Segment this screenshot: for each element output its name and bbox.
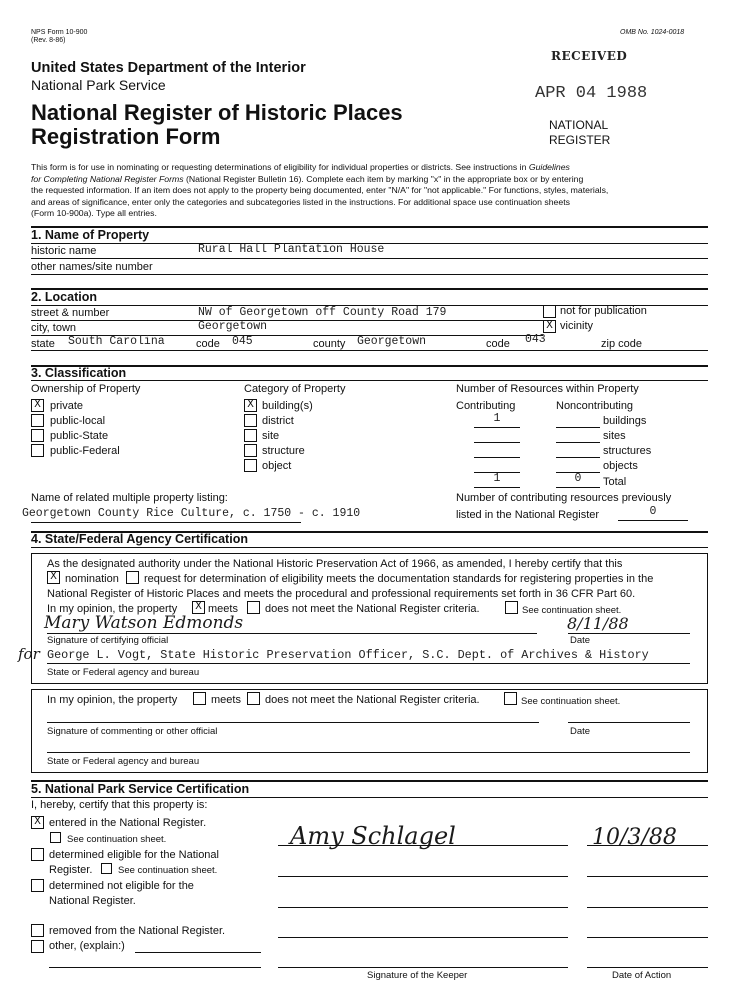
category-object-checkbox[interactable] <box>244 459 257 472</box>
rule <box>47 722 539 723</box>
form-revision: (Rev. 8-86) <box>31 37 66 44</box>
see-continuation3-checkbox[interactable] <box>50 832 61 843</box>
meets-label: meets <box>208 603 238 615</box>
see-continuation4-checkbox[interactable] <box>101 863 112 874</box>
state-code-value[interactable]: 045 <box>232 335 253 348</box>
rule <box>31 274 708 275</box>
rule <box>31 547 708 548</box>
national-stamp: NATIONAL <box>549 118 609 132</box>
rule <box>587 967 708 968</box>
not-eligible-label2: National Register. <box>49 895 136 907</box>
rule <box>31 797 708 798</box>
resources-heading: Number of Resources within Property <box>456 383 639 395</box>
category-heading: Category of Property <box>244 383 346 395</box>
rule <box>278 876 568 877</box>
does-not-meet-checkbox[interactable] <box>247 601 260 614</box>
category-object-label: object <box>262 460 292 472</box>
other-checkbox[interactable] <box>31 940 44 953</box>
section3-title: 3. Classification <box>31 366 127 380</box>
certifying-signature: Mary Watson Edmonds <box>44 613 244 633</box>
rule <box>47 663 690 664</box>
rule <box>278 967 568 968</box>
ownership-private-checkbox[interactable]: X <box>31 399 44 412</box>
form-title-line2: Registration Form <box>31 124 221 149</box>
rule <box>587 876 708 877</box>
category-structure-checkbox[interactable] <box>244 444 257 457</box>
section1-title: 1. Name of Property <box>31 228 150 242</box>
department-name: United States Department of the Interior <box>31 60 306 76</box>
rule <box>31 380 708 381</box>
certify-label: I, hereby, certify that this property is: <box>31 799 208 811</box>
eligible-checkbox[interactable] <box>31 848 44 861</box>
prev-listed-label2: listed in the National Register <box>456 509 600 521</box>
agency-value[interactable]: George L. Vogt, State Historic Preservation Officer, S.C. Dept. of Archives & History <box>47 648 649 662</box>
cert-box-bottom <box>31 683 708 684</box>
rule <box>47 752 690 753</box>
date2-label: Date <box>570 726 591 737</box>
vicinity-label: vicinity <box>560 320 594 332</box>
ownership-public-federal-label: public-Federal <box>50 445 120 457</box>
nomination-checkbox[interactable]: X <box>47 571 60 584</box>
date-of-action-label: Date of Action <box>612 970 672 981</box>
category-building-checkbox[interactable]: X <box>244 399 257 412</box>
eligible-label2: Register. <box>49 864 93 876</box>
resource-objects-label: objects <box>603 460 638 472</box>
request-checkbox[interactable] <box>126 571 139 584</box>
see-continuation-label: See continuation sheet. <box>522 605 622 616</box>
keeper-label: Signature of the Keeper <box>367 970 468 981</box>
see-continuation3-label: See continuation sheet. <box>67 834 167 845</box>
see-continuation-checkbox[interactable] <box>505 601 518 614</box>
agency-label: State or Federal agency and bureau <box>47 667 200 678</box>
form-title-line1: National Register of Historic Places <box>31 100 403 125</box>
rule <box>49 967 261 968</box>
not-for-publication-checkbox[interactable] <box>543 305 556 318</box>
comment-box-bottom <box>31 772 708 773</box>
multiple-listing-value[interactable]: Georgetown County Rice Culture, c. 1750 - c. 1910 <box>22 507 361 520</box>
category-structure-label: structure <box>262 445 305 457</box>
rule <box>618 520 688 521</box>
date-label: Date <box>570 635 591 646</box>
for-handwritten: for <box>18 645 40 663</box>
rule <box>474 427 520 428</box>
ownership-private-label: private <box>50 400 84 412</box>
rule <box>31 320 543 321</box>
rule <box>568 722 690 723</box>
other-explain-field[interactable] <box>135 952 261 953</box>
resource-sites-label: sites <box>603 430 626 442</box>
ownership-public-local-label: public-local <box>50 415 106 427</box>
entered-label: entered in the National Register. <box>49 817 207 829</box>
section-divider <box>31 288 708 290</box>
agency2-label: State or Federal agency and bureau <box>47 756 200 767</box>
meets-checkbox[interactable]: X <box>192 601 205 614</box>
signature-label: Signature of certifying official <box>47 635 169 646</box>
rule <box>474 442 520 443</box>
noncontributing-total[interactable]: 0 <box>574 472 582 485</box>
see-continuation2-label: See continuation sheet. <box>521 696 621 707</box>
category-building-label: building(s) <box>262 400 313 412</box>
section-divider <box>31 365 708 367</box>
action-date-handwritten: 10/3/88 <box>592 825 677 850</box>
removed-checkbox[interactable] <box>31 924 44 937</box>
removed-label: removed from the National Register. <box>49 925 226 937</box>
cert-box-right <box>707 553 708 683</box>
entered-checkbox[interactable]: X <box>31 816 44 829</box>
contributing-total[interactable]: 1 <box>493 472 501 485</box>
street-label: street & number <box>31 307 110 319</box>
resource-structures-label: structures <box>603 445 652 457</box>
rule <box>278 845 568 846</box>
category-district-checkbox[interactable] <box>244 414 257 427</box>
nomination-label: nomination <box>65 573 119 585</box>
zip-code-label: zip code <box>601 338 642 350</box>
county-value[interactable]: Georgetown <box>357 335 427 348</box>
see-continuation4-label: See continuation sheet. <box>118 865 218 876</box>
multiple-listing-label: Name of related multiple property listing: <box>31 492 228 504</box>
historic-name-label: historic name <box>31 245 97 257</box>
rule <box>47 633 537 634</box>
not-eligible-checkbox[interactable] <box>31 879 44 892</box>
street-value[interactable]: NW of Georgetown off County Road 179 <box>198 306 447 319</box>
intro-paragraph: This form is for use in nominating or requesting determinations of eligibility for individual properties or districts. See instructions in Guidelines for Completing National Register Forms (National Register Bulletin 16). Complete each item by marking "x" in the appropriate box or by entering the requested information. If an item does not apply to the property being documented, enter "N/A" for "not applicable." For functions, styles, materials, and areas of significance, enter only the categories and subcategories listed in the instructions. For additional space use continuation sheets (Form 10-900a). Type all entries. <box>31 162 609 218</box>
vicinity-checkbox[interactable]: X <box>543 320 556 333</box>
does-not-meet2-checkbox[interactable] <box>247 692 260 705</box>
received-date-stamp: APR 04 1988 <box>535 84 648 103</box>
cert-box-top <box>31 553 708 554</box>
meets2-label: meets <box>211 694 241 706</box>
comment-box-left <box>31 689 32 772</box>
rule <box>587 937 708 938</box>
register-stamp: REGISTER <box>549 133 611 147</box>
county-label: county <box>313 338 346 350</box>
rule <box>556 427 600 428</box>
cert-box-left <box>31 553 32 683</box>
service-name: National Park Service <box>31 77 166 93</box>
category-site-label: site <box>262 430 280 442</box>
state-value[interactable]: South Carolina <box>68 335 165 348</box>
comment-box-right <box>707 689 708 772</box>
received-stamp: RECEIVED <box>551 49 628 63</box>
rule <box>587 907 708 908</box>
state-code-label: code <box>196 338 220 350</box>
does-not-meet2-label: does not meet the National Register criteria. <box>265 694 480 706</box>
request-label: request for determination of eligibility meets the documentation standards for registering properties in the <box>144 573 654 585</box>
rule <box>31 350 708 351</box>
eligible-label1: determined eligible for the National <box>49 849 219 861</box>
state-label: state <box>31 338 55 350</box>
does-not-meet-label: does not meet the National Register criteria. <box>265 603 480 615</box>
ownership-public-local-checkbox[interactable] <box>31 414 44 427</box>
prev-listed-value[interactable]: 0 <box>649 505 657 518</box>
noncontributing-heading: Noncontributing <box>556 400 634 412</box>
county-code-value[interactable]: 043 <box>525 333 546 346</box>
county-code-label: code <box>486 338 510 350</box>
rule <box>556 457 600 458</box>
opinion-label: In my opinion, the property <box>47 603 178 615</box>
other-names-label: other names/site number <box>31 261 153 273</box>
cert-line1: As the designated authority under the National Historic Preservation Act of 1966, as amended, I hereby certify that this <box>47 558 623 570</box>
category-site-checkbox[interactable] <box>244 429 257 442</box>
resource-total-label: Total <box>603 476 627 488</box>
prev-listed-label1: Number of contributing resources previously <box>456 492 672 504</box>
section2-title: 2. Location <box>31 290 97 304</box>
contributing-heading: Contributing <box>456 400 516 412</box>
ownership-public-federal-checkbox[interactable] <box>31 444 44 457</box>
certifying-date: 8/11/88 <box>567 614 629 633</box>
section5-title: 5. National Park Service Certification <box>31 782 250 796</box>
comment-box-top <box>31 689 708 690</box>
resource-buildings-label: buildings <box>603 415 647 427</box>
rule <box>568 633 690 634</box>
commenting-label: Signature of commenting or other official <box>47 726 218 737</box>
rule <box>474 457 520 458</box>
rule <box>278 937 568 938</box>
rule <box>31 258 708 259</box>
contributing-buildings[interactable]: 1 <box>493 412 501 425</box>
section4-title: 4. State/Federal Agency Certification <box>31 532 248 546</box>
rule <box>556 442 600 443</box>
historic-name-value[interactable]: Rural Hall Plantation House <box>198 243 385 256</box>
rule <box>474 487 520 488</box>
ownership-public-state-label: public-State <box>50 430 109 442</box>
see-continuation2-checkbox[interactable] <box>504 692 517 705</box>
rule <box>587 845 708 846</box>
form-number: NPS Form 10-900 <box>31 29 88 36</box>
rule <box>31 522 301 523</box>
cert-line3: National Register of Historic Places and meets the procedural and professional requirements set forth in 36 CFR Part 60. <box>47 588 636 600</box>
omb-number: OMB No. 1024-0018 <box>620 29 685 36</box>
meets2-checkbox[interactable] <box>193 692 206 705</box>
city-label: city, town <box>31 322 77 334</box>
rule <box>556 487 600 488</box>
other-label: other, (explain:) <box>49 940 125 952</box>
ownership-heading: Ownership of Property <box>31 383 141 395</box>
not-eligible-label1: determined not eligible for the <box>49 880 194 892</box>
not-for-publication-label: not for publication <box>560 305 647 317</box>
city-value[interactable]: Georgetown <box>198 320 268 333</box>
rule <box>278 907 568 908</box>
keeper-signature: Amy Schlagel <box>290 822 456 850</box>
ownership-public-state-checkbox[interactable] <box>31 429 44 442</box>
opinion2-label: In my opinion, the property <box>47 694 178 706</box>
category-district-label: district <box>262 415 294 427</box>
